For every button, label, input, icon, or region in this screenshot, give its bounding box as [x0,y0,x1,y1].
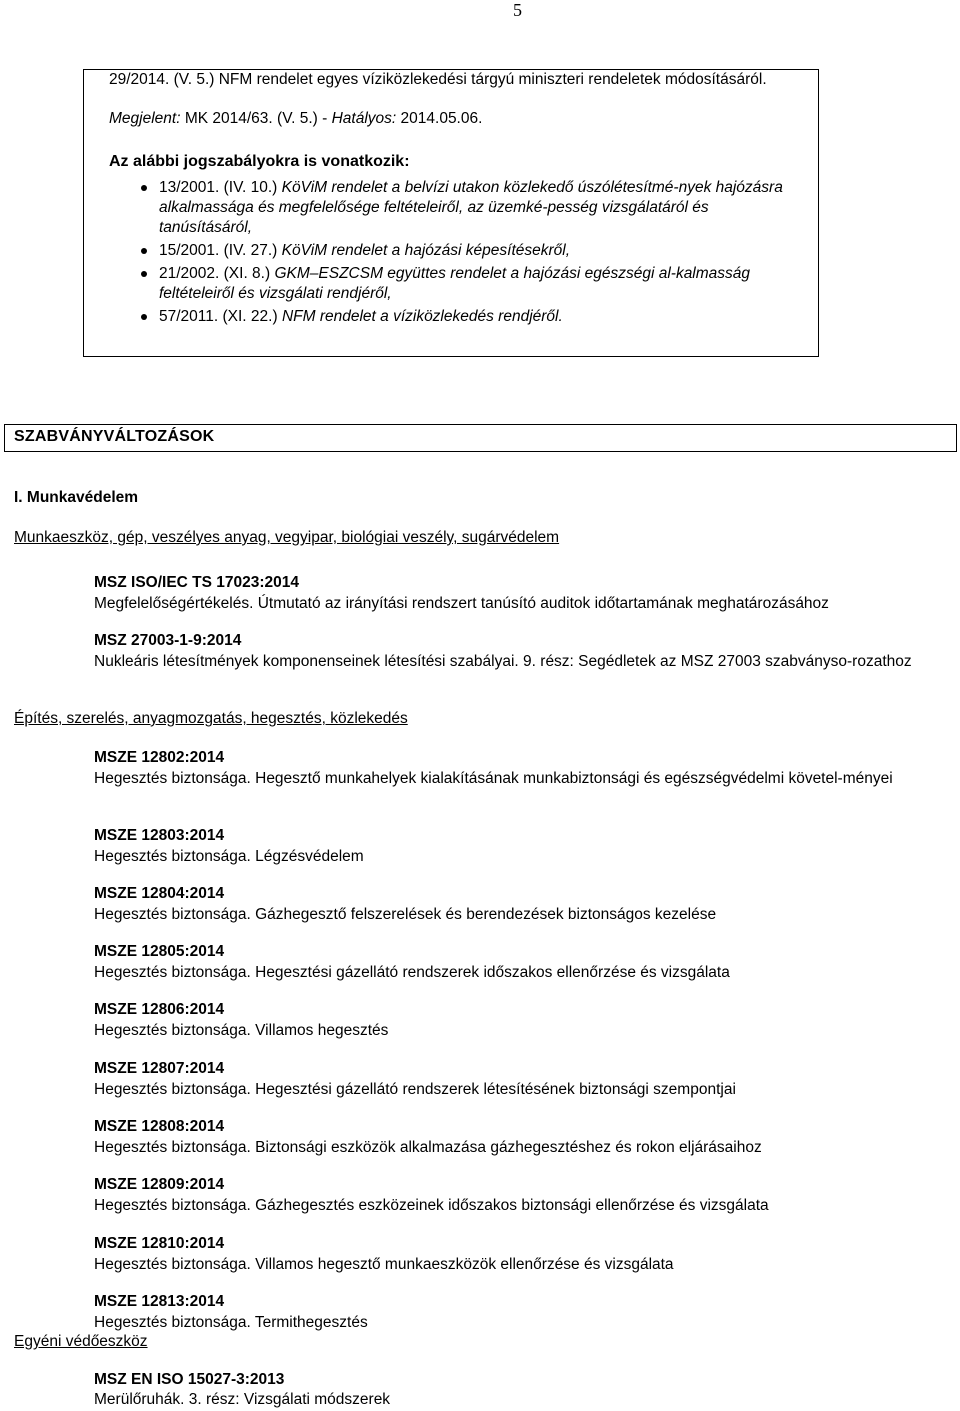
standard-description: Nukleáris létesítmények komponenseinek létesítési szabályai. 9. rész: Segédletek az MSZ 27003 szabványso-rozathoz [94,653,912,670]
related-heading: Az alábbi jogszabályokra is vonatkozik: [109,153,410,170]
standard-description: Hegesztés biztonsága. Biztonsági eszközök alkalmazása gázhegesztéshez és rokon eljárásaihoz [94,1139,762,1156]
standard-code: MSZ EN ISO 15027-3:2013 [94,1371,285,1388]
standard-code: MSZE 12802:2014 [94,749,225,766]
standard-description: Hegesztés biztonsága. Légzésvédelem [94,848,364,865]
related-law-item: 13/2001. (IV. 10.) KöViM rendelet a belvízi utakon közlekedő úszólétesítmé-nyek hajózásra alkalmassága és megfelelősége feltételeiről, az üzemké-pesség vizsgálatáról és tanúsításáról, [142,178,802,238]
standard-description: Hegesztés biztonsága. Villamos hegesztés [94,1022,389,1039]
standard-description: Hegesztés biztonsága. Hegesztő munkahelyek kialakításának munkabiztonsági és egészségvédelmi követel-ményei [94,770,893,787]
standard-code: MSZE 12813:2014 [94,1293,225,1310]
publication-line [109,110,482,128]
related-law-item: 21/2002. (XI. 8.) GKM–ESZCSM együttes rendelet a hajózási egészségi al-kalmasság feltételeiről és vizsgálati rendjéről, [142,264,802,304]
subheading-welding: Építés, szerelés, anyagmozgatás, hegesztés, közlekedés [14,710,408,727]
effective-value: 2014.05.06. [400,110,483,127]
related-law-list [142,178,802,330]
law-title: 29/2014. (V. 5.) NFM rendelet egyes víziközlekedési tárgyú miniszteri rendeletek módosításáról. [109,71,767,88]
publication-label: Megjelent: [109,110,181,127]
related-law-item: 57/2011. (XI. 22.) NFM rendelet a víziközlekedés rendjéről. [142,307,802,327]
standard-description: Hegesztés biztonsága. Hegesztési gázellátó rendszerek időszakos ellenőrzése és vizsgálata [94,964,730,981]
standard-code: MSZE 12806:2014 [94,1001,225,1018]
standard-code: MSZ 27003-1-9:2014 [94,632,242,649]
related-law-item: 15/2001. (IV. 27.) KöViM rendelet a hajózási képesítésekről, [142,241,802,261]
standard-code: MSZE 12808:2014 [94,1118,225,1135]
standard-code: MSZE 12804:2014 [94,885,225,902]
standard-description: Hegesztés biztonsága. Gázhegesztő felszerelések és berendezések biztonságos kezelése [94,906,717,923]
standard-description: Megfelelőségértékelés. Útmutató az irányítási rendszert tanúsító auditok időtartamának meghatározásához [94,595,829,612]
standard-code: MSZE 12810:2014 [94,1235,225,1252]
publication-value: MK 2014/63. (V. 5.) - [184,110,328,127]
standard-description: Merülőruhák. 3. rész: Vizsgálati módszerek [94,1391,391,1408]
section-title: SZABVÁNYVÁLTOZÁSOK [14,428,215,445]
standard-code: MSZE 12809:2014 [94,1176,225,1193]
standard-description: Hegesztés biztonsága. Gázhegesztés eszközeinek időszakos biztonsági ellenőrzése és vizsgálata [94,1197,769,1214]
standard-code: MSZE 12805:2014 [94,943,225,960]
standard-description: Hegesztés biztonsága. Termithegesztés [94,1314,368,1331]
page-number: 5 [513,0,522,20]
subheading-ppe: Egyéni védőeszköz [14,1333,148,1350]
standard-description: Hegesztés biztonsága. Villamos hegesztő munkaeszközök ellenőrzése és vizsgálata [94,1256,674,1273]
standard-description: Hegesztés biztonsága. Hegesztési gázellátó rendszerek létesítésének biztonsági szempontjai [94,1081,736,1098]
standard-code: MSZ ISO/IEC TS 17023:2014 [94,574,300,591]
standard-code: MSZE 12803:2014 [94,827,225,844]
chapter-title: I. Munkavédelem [14,489,139,506]
subheading-hazards: Munkaeszköz, gép, veszélyes anyag, vegyipar, biológiai veszély, sugárvédelem [14,529,560,546]
standard-code: MSZE 12807:2014 [94,1060,225,1077]
effective-label: Hatályos: [331,110,397,127]
